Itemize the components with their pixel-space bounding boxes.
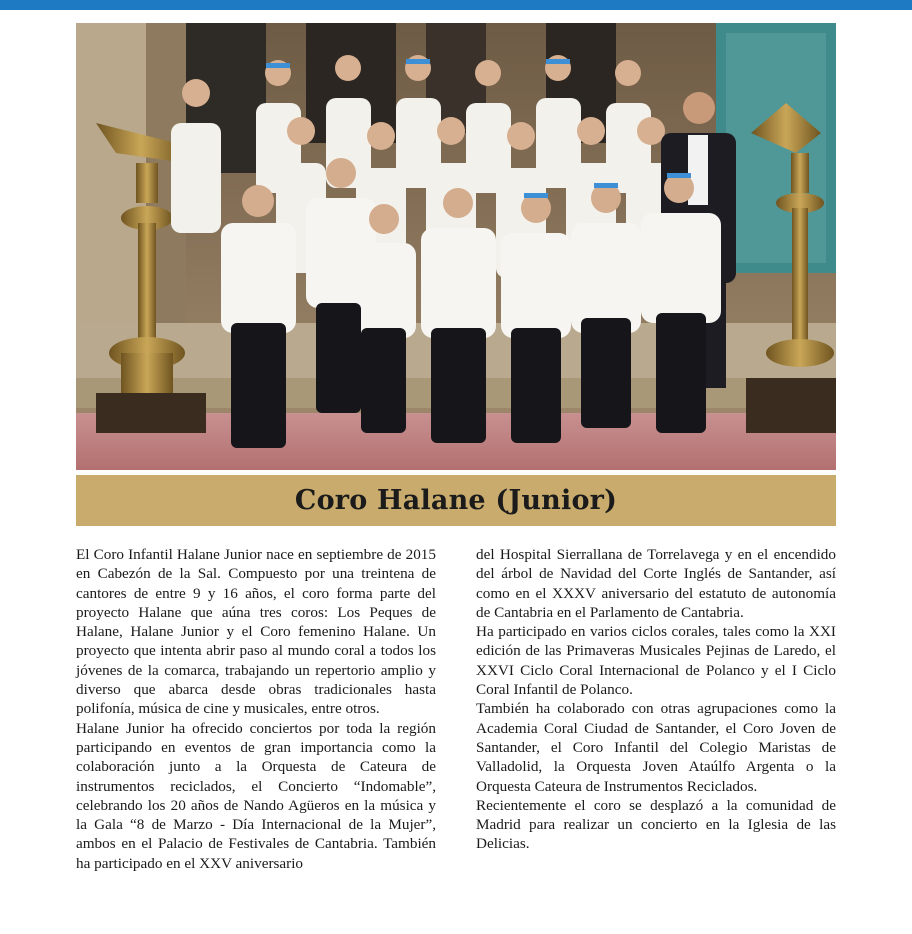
paragraph: También ha colaborado con otras agrupaciones como la Academia Coral Ciudad de Santander, el Coro Joven de Santander, el Coro Infantil del Colegio Maristas de Valladolid, la Orquesta Joven Ataúlfo Argenta o la Orquesta Cateura de Instrumentos Reciclados. [476,700,836,795]
choir-photo [76,23,836,470]
paragraph: Recientemente el coro se desplazó a la comunidad de Madrid para realizar un concierto en la Iglesia de las Delicias. [476,796,836,853]
right-column [476,545,836,854]
top-accent-bar [0,0,912,10]
title-band [76,475,836,526]
paragraph: Halane Junior ha ofrecido conciertos por toda la región participando en eventos de gran importancia como la colaboración junto a la Orquesta de Cateura de instrumentos reciclados, el Concierto “Indomable”, celebrando los 20 años de Nando Agüeros en la música y la Gala “8 de Marzo - Día Internacional de la Mujer”, ambos en el Palacio de Festivales de Cantabria. También ha participado en el XXV aniversario [76,719,436,872]
paragraph: Ha participado en varios ciclos corales, tales como la XXI edición de las Primaveras Musicales Pejinas de Laredo, el XXVI Ciclo Coral Internacional de Polanco y el I Ciclo Coral Infantil de Polanco. [476,623,836,699]
article-title: Coro Halane (Junior) [294,485,618,516]
paragraph: del Hospital Sierrallana de Torrelavega y en el encendido del árbol de Navidad del Corte Inglés de Santander, así como en el XXXV aniversario del estatuto de autonomía de Cantabria en el Parlamento de Cantabria. [476,546,836,621]
paragraph: El Coro Infantil Halane Junior nace en septiembre de 2015 en Cabezón de la Sal. Compuesto por una treintena de cantores de entre 9 y 16 años, el coro forma parte del proyecto Halane que aúna tres coros: Los Peques de Halane, Halane Junior y el Coro femenino Halane. Un proyecto que intenta abrir paso al mundo coral a todos los jóvenes de la comarca, trabajando un repertorio amplio y diverso que abarca desde obras tradicionales hasta polifonía, música de cine y musicales, entre otros. [76,546,436,718]
left-column [76,545,436,873]
